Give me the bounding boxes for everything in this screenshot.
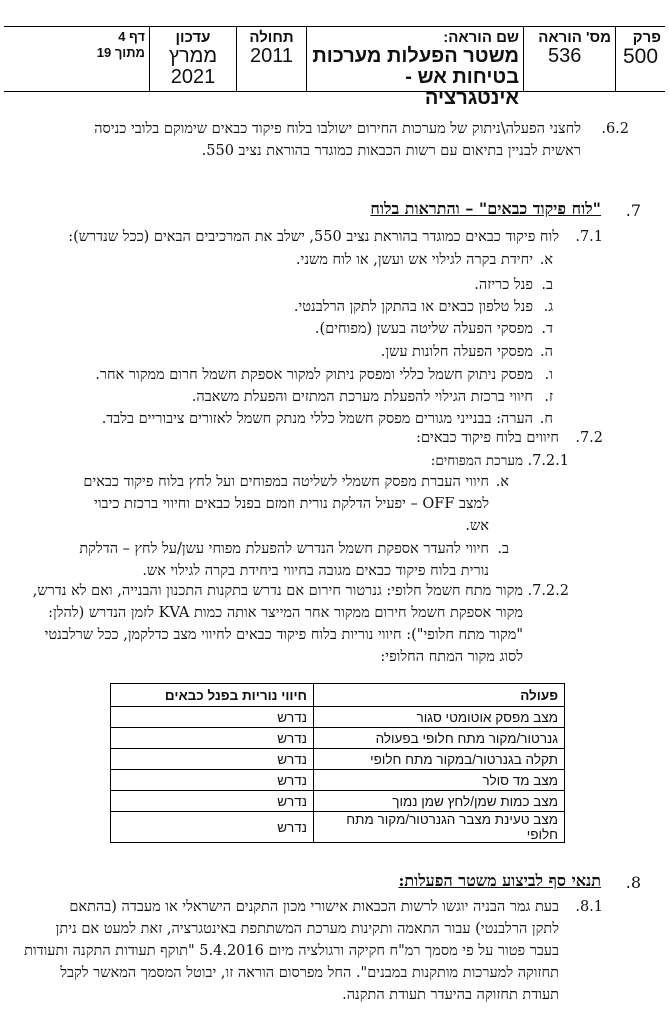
cell-indicator: נדרש [111,791,314,812]
list-item-key: ז. [544,389,553,405]
cell-action: תקלה בגנרטור/במקור מתח חלופי [314,749,565,770]
cell-indicator: נדרש [111,749,314,770]
cell-action: מצב כמות שמן/לחץ שמן נמוך [314,791,565,812]
updated-year: 2021 [170,66,216,88]
updated-label: עדכון [175,29,211,46]
effective-cell [236,27,306,91]
item-a-line2: למצב OFF – יפעיל הדלקת נורית וזמזם בפנל כבאים וחיווי ברכזת כיבוי [94,496,489,512]
list-item-key: ח. [539,411,553,427]
list-item-text: יחידת בקרה לגילוי אש ועשן, או לוח משני. [295,252,533,268]
table-row [111,812,565,843]
item-b-line2: נורית בלוח פיקוד כבאים מגובה בחיווי ביחידת בקרה לגילוי אש. [142,563,489,579]
list-item-text: הערה: בבנייני מגורים מפסק חשמל כללי מנתק חשמל לאזורים ציבוריים בלבד. [101,411,533,427]
chapter-cell [615,27,665,91]
section-7-2-text: חיווים בלוח פיקוד כבאים: [416,430,559,446]
document-header [4,26,665,109]
section-8-1-line3: בעבר פטור על פי מסמך רמ"ח חקיקה ורגולציה מיום 5.4.2016 "תוקף תעודות התקנה ותעודות [24,943,559,959]
doc-name-line2: בטיחות אש - אינטגרציה [405,66,519,109]
section-6-2-line1: לחצני הפעלה\ניתוק של מערכות החירום ישולבו בלוח פיקוד כבאים שימוקם בלובי כניסה [94,121,581,137]
section-7-2-2-line3: "מקור מתח חלופי"): חיווי נוריות בלוח פיקוד כבאים לחיווי מצב כדלקמן, ככל שרלבנטי [44,627,523,643]
cell-indicator: נדרש [111,770,314,791]
section-7-2-2-line2: מקור אספקת חשמל חירום ממקור אחר המייצר אותה כמות KVA לזמן הנדרש (להלן: [48,605,523,621]
table-row [111,707,565,728]
section-7-2-2-line4: לסוג מקור המתח החלופי: [380,649,523,665]
chapter-label: פרק [632,29,661,46]
section-6-2-line2: ראשית לבניין בתיאום עם רשות הכבאות כמוגדר בהוראת נציב 550. [201,143,581,159]
table-row [111,749,565,770]
doc-number-cell [523,27,615,91]
item-a-line3: אש. [465,518,489,534]
cell-indicator: נדרש [111,707,314,728]
doc-name-cell [306,27,523,109]
section-7-1-number: 7.1. [575,229,603,245]
item-a-key: א. [495,474,509,490]
table-row [111,770,565,791]
section-7-2-2-number: 7.2.2. [527,583,569,599]
effective-value: 2011 [249,45,293,67]
item-a-line1: חיווי העברת מפסק חשמלי לשליטה במפוחים ועל לחץ בלוח פיקוד כבאים [83,474,489,490]
section-7-2-2-line1: מקור מתח חשמל חלופי: גנרטור חירום אם נדרש בתקנות התכנון והבנייה, ואם לא נדרש, [32,583,523,599]
section-7-title: "לוח פיקוד כבאים" – והתראות בלוח [370,199,601,218]
updated-cell [149,27,236,91]
doc-name-line1: משטר הפעלות מערכות [312,45,519,67]
section-8-title: תנאי סף לביצוע משטר הפעלות: [398,871,601,890]
column-header-action: פעולה [314,684,565,707]
section-8-1-line4: תחזוקה למערכות מותקנות במבנים". החל מפרסום הוראה זו, יבוטל המסמך המאשר לקבל [60,965,559,981]
list-item-key: ב. [541,277,553,293]
list-item-key: ג. [543,299,553,315]
column-header-indicator: חיווי נוריות בפנל כבאים [111,684,314,707]
list-item-text: פנל טלפון כבאים או בהתקן לתקן הרלבנטי. [293,299,533,315]
list-item-text: מפסק ניתוק חשמל כללי ומפסק ניתוק למקור אספקת חשמל חרום ממקור אחר. [95,367,533,383]
section-7-2-1-text: מערכת המפוחים: [430,453,523,469]
list-item-key: ו. [544,367,553,383]
list-item-text: מפסקי הפעלה שליטה בעשן (מפוחים). [314,321,533,337]
cell-action: מצב מד סולר [314,770,565,791]
table-header-row [111,684,565,707]
page-number: דף 4 [118,29,145,44]
section-6-2-number: 6.2. [601,121,629,137]
doc-number-value: 536 [548,45,582,67]
section-8-number: 8. [625,873,641,892]
list-item-key: ה. [540,344,553,360]
section-7-2-number: 7.2. [575,430,603,446]
item-b-key: ב. [497,541,509,557]
chapter-value: 500 [622,45,659,68]
doc-name-label: שם הוראה: [443,29,519,46]
cell-action: מצב מפסק אוטומטי סגור [314,707,565,728]
table-row [111,791,565,812]
page-total: מתוך 19 [96,45,145,60]
cell-indicator: נדרש [111,728,314,749]
cell-action: גנרטור/מקור מתח חלופי בפעולה [314,728,565,749]
section-8-1-number: 8.1. [575,899,603,915]
section-7-2-1-number: 7.2.1. [527,453,569,469]
table-row [111,728,565,749]
indicators-table [110,683,565,843]
section-7-number: 7. [625,201,641,220]
section-8-1-line2: לתקן הרלבנטי) עבור התאמה ותקינות מערכת המשתתפת באינטגרציה, זאת למעט אם ניתן [55,921,559,937]
doc-number-label: מס' הוראה [538,29,611,46]
cell-indicator: נדרש [111,812,314,843]
section-8-1-line1: בעת גמר הבניה יוגשו לרשות הכבאות אישורי מכון התקנים הישראלי או מעבדה (בהתאם [69,899,559,915]
list-item-text: חיווי ברכזת הגילוי להפעלת מערכת המתזים והפעלת משאבה. [191,389,533,405]
section-7-1-text: לוח פיקוד כבאים כמוגדר בהוראת נציב 550, ישלב את המרכיבים הבאים (ככל שנדרש): [68,229,559,245]
page-cell [4,27,149,91]
item-b-line1: חיווי להעדר אספקת חשמל הנדרש להפעלת מפוחי עשן/על לחץ – הדלקת [79,541,489,557]
effective-label: תחולה [249,29,294,46]
cell-action: מצב טעינת מצבר הגנרטור/מקור מתח חלופי [314,812,565,843]
list-item-text: מפסקי הפעלה חלונות עשן. [380,344,533,360]
section-8-1-line5: תעודת תחזוקה בהיעדר תעודת התקנה. [342,987,559,1003]
list-item-key: ד. [541,321,553,337]
updated-month: ממרץ [168,45,218,67]
list-item-key: א. [539,252,553,268]
list-item-text: פנל כריזה. [474,277,533,293]
